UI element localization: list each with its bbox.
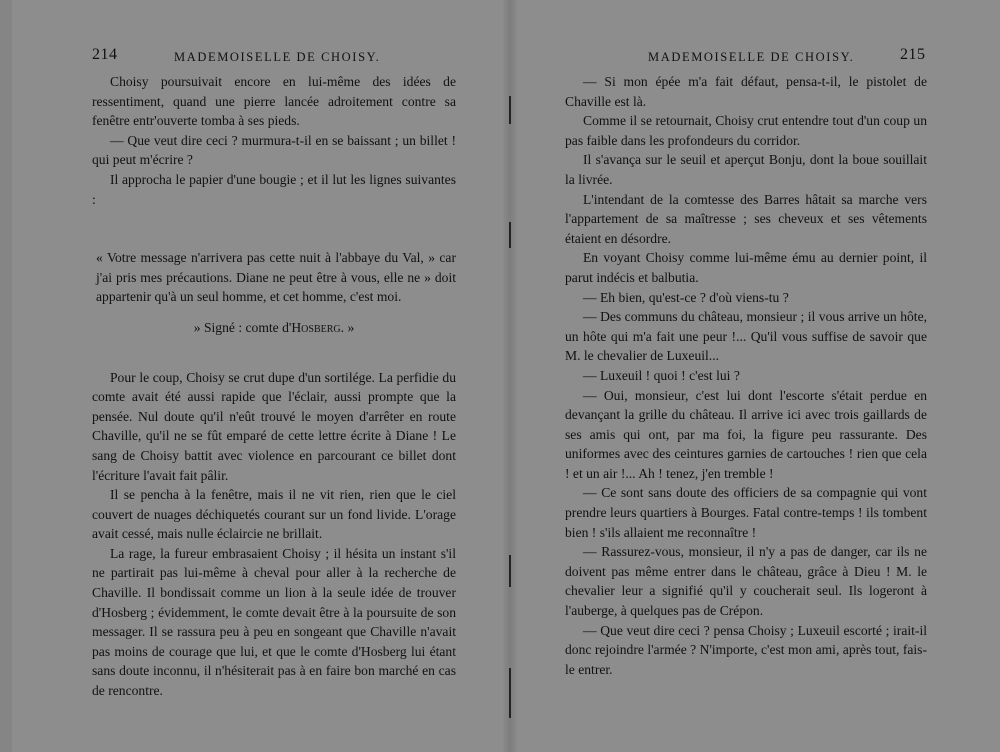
- paragraph: — Rassurez-vous, monsieur, il n'y a pas de danger, car ils ne doivent pas même entrer dans le château, grâce à Dieu ! M. le chevalier leur a signifié qu'il y coucherait seul. Ils logeront à l'auberge, à quelques pas de Crépon.: [565, 544, 927, 619]
- paragraph: Il s'avança sur le seuil et aperçut Bonju, dont la boue souillait la livrée.: [565, 152, 927, 187]
- paragraph: Choisy poursuivait encore en lui-même des idées de ressentiment, quand une pierre lancée adroitement contre sa fenêtre entr'ouverte tomba à ses pieds.: [92, 74, 456, 129]
- left-page-body: [92, 72, 456, 701]
- paragraph: — Ce sont sans doute des officiers de sa compagnie qui vont prendre leurs quartiers à Bourges. Fatal contre-temps ! ils tombent bien ! s'ils allaient me reconnaître !: [565, 485, 927, 540]
- signature-prefix: » Signé : comte d': [193, 319, 292, 335]
- left-running-head: MADEMOISELLE DE CHOISY.: [174, 50, 381, 64]
- right-page-body: [565, 72, 927, 679]
- paragraph: — Que veut dire ceci ? pensa Choisy ; Luxeuil escorté ; irait-il donc rejoindre l'armée ? N'importe, c'est mon ami, après tout, fais-le entrer.: [565, 622, 927, 677]
- paragraph: Comme il se retournait, Choisy crut entendre tout d'un coup un pas faible dans les profondeurs du corridor.: [565, 113, 927, 148]
- paragraph: — Luxeuil ! quoi ! c'est lui ?: [583, 367, 740, 383]
- paragraph: L'intendant de la comtesse des Barres hâtait sa marche vers l'appartement de sa maîtresse ; ses cheveux et ses vêtements étaient en désordre.: [565, 191, 927, 246]
- paragraph: En voyant Choisy comme lui-même ému au dernier point, il parut indécis et balbutia.: [565, 250, 927, 285]
- paragraph: Il approcha le papier d'une bougie ; et il lut les lignes suivantes :: [92, 171, 456, 207]
- paragraph: Pour le coup, Choisy se crut dupe d'un sortilége. La perfidie du comte avait été aussi rapide que l'éclair, aussi prompte que la pensée. Nul doute qu'il n'eût trouvé le moyen d'arrêter en route Chaville, qu'il ne se fût emparé de cette lettre écrite à Diane ! Le sang de Choisy battit avec violence en parcourant ce billet dont l'écriture l'avait fait pâlir.: [92, 369, 456, 483]
- right-page-number: 215: [900, 46, 926, 63]
- letter-signature: [92, 318, 456, 338]
- paragraph: — Des communs du château, monsieur ; il vous arrive un hôte, un hôte qui m'a fait une peur !... Qu'il vous suffise de savoir que M. le chevalier de Luxeuil...: [565, 309, 927, 364]
- right-page: [505, 0, 1000, 752]
- paragraph: — Si mon épée m'a fait défaut, pensa-t-il, le pistolet de Chaville est là.: [565, 74, 927, 109]
- left-page-number: 214: [92, 46, 118, 63]
- right-running-head: MADEMOISELLE DE CHOISY.: [648, 50, 855, 64]
- quoted-letter: « Votre message n'arrivera pas cette nuit à l'abbaye du Val, » car j'ai pris mes précautions. Diane ne peut être à vous, elle ne » doit appartenir qu'à un seul homme, et cet homme, c'est moi.: [96, 250, 456, 305]
- paragraph: — Oui, monsieur, c'est lui dont l'escorte s'était perdue en devançant la grille du château. Il arrive ici avec trois gaillards de ses amis qui ont, par ma foi, la figure peu rassurante. Des uniformes avec des ceintures garnies de cartouches ! rien que cela ! et un air !... Ah ! tenez, j'en tremble !: [565, 387, 927, 481]
- signature-suffix: . »: [340, 319, 355, 335]
- paragraph: La rage, la fureur embrasaient Choisy ; il hésita un instant s'il ne partirait pas lui-même à cheval pour aller à la recherche de Chaville. Il bondissait comme un lion à la seule idée de trouver d'Hosberg ; évidemment, le comte devait être à la poursuite de son messager. Il se rassura peu à peu en songeant que Chaville n'avait pas moins de courage que lui, et que le comte d'Hosberg lui étant sans doute inconnu, il n'hésiterait pas à en faire bon marché en cas de rencontre.: [92, 545, 456, 699]
- paragraph: Il se pencha à la fenêtre, mais il ne vit rien, rien que le ciel couvert de nuages déchiquetés courant sur un fond livide. L'orage avait cessé, mais nulle éclaircie ne brillait.: [92, 487, 456, 542]
- signature-name: Hosberg: [291, 319, 341, 335]
- paragraph: — Eh bien, qu'est-ce ? d'où viens-tu ?: [583, 289, 789, 305]
- paragraph: — Que veut dire ceci ? murmura-t-il en se baissant ; un billet ! qui peut m'écrire ?: [92, 132, 456, 168]
